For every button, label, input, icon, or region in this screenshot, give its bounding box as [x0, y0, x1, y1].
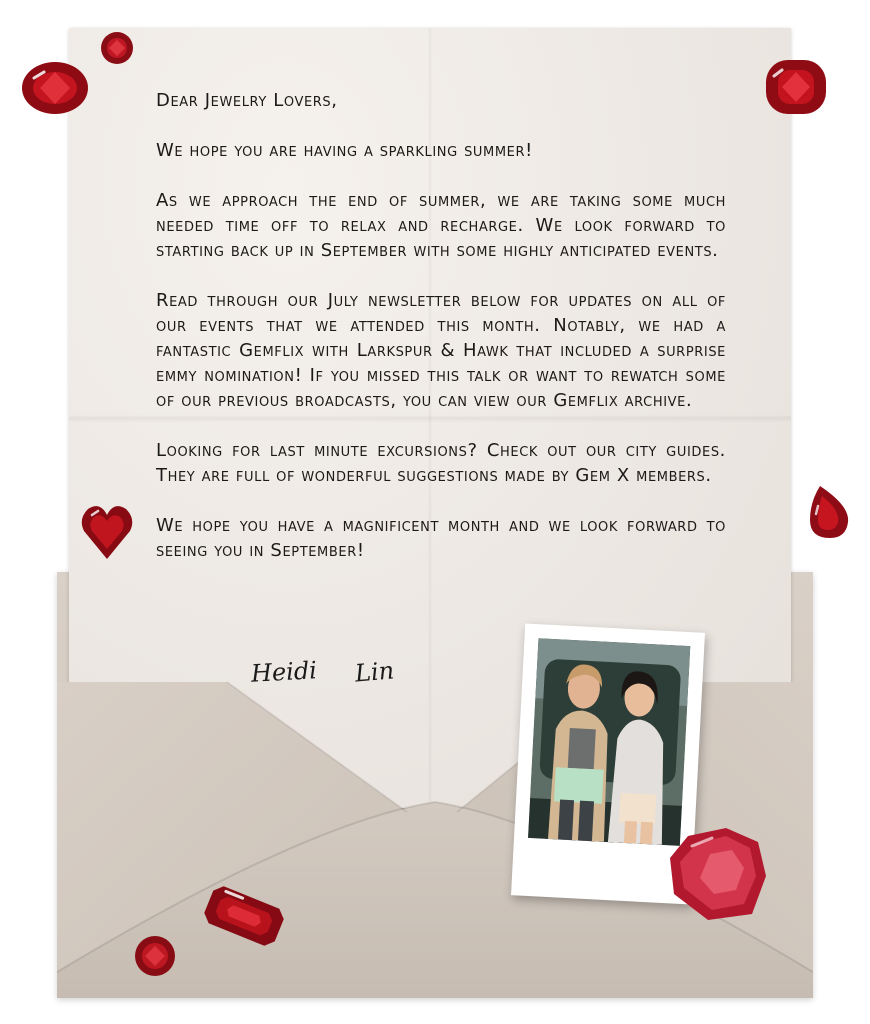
letter-paragraph-2: As we approach the end of summer, we are taking some much needed time off to relax and recharge. We look forward to starting back up in September with some highly anticipated events. — [156, 190, 726, 261]
round-ruby-icon — [133, 934, 177, 978]
letter-paragraph-4: Looking for last minute excursions? Check out our city guides. They are full of wonderful suggestions made by Gem X members. — [156, 440, 726, 486]
letter-paragraph-1: We hope you are having a sparkling summer! — [156, 140, 533, 161]
rough-ruby-icon — [666, 824, 770, 924]
letter-paragraph-3: Read through our July newsletter below for updates on all of our events that we attended this month. Notably, we had a fantastic Gemflix with Larkspur & Hawk that included a surprise emmy nomination! If you missed this talk or want to rewatch some of our previous broadcasts, you can view our Gemflix archive. — [156, 290, 726, 411]
heart-ruby-icon — [80, 503, 134, 561]
signature-heidi: Heidi — [250, 656, 318, 688]
round-ruby-icon — [100, 31, 134, 65]
photo-image — [528, 638, 690, 846]
emerald-cut-ruby-icon — [200, 878, 288, 954]
signature-lin: Lin — [353, 656, 396, 688]
letter-paragraph-5: We hope you have a magnificent month and we look forward to seeing you in September! — [156, 515, 726, 561]
letter-body — [156, 88, 726, 588]
letter-greeting: Dear Jewelry Lovers, — [156, 90, 338, 111]
pear-ruby-icon — [806, 484, 850, 540]
photo-two-women-icon — [528, 638, 690, 846]
cushion-ruby-icon — [764, 58, 828, 116]
oval-ruby-icon — [20, 58, 90, 116]
